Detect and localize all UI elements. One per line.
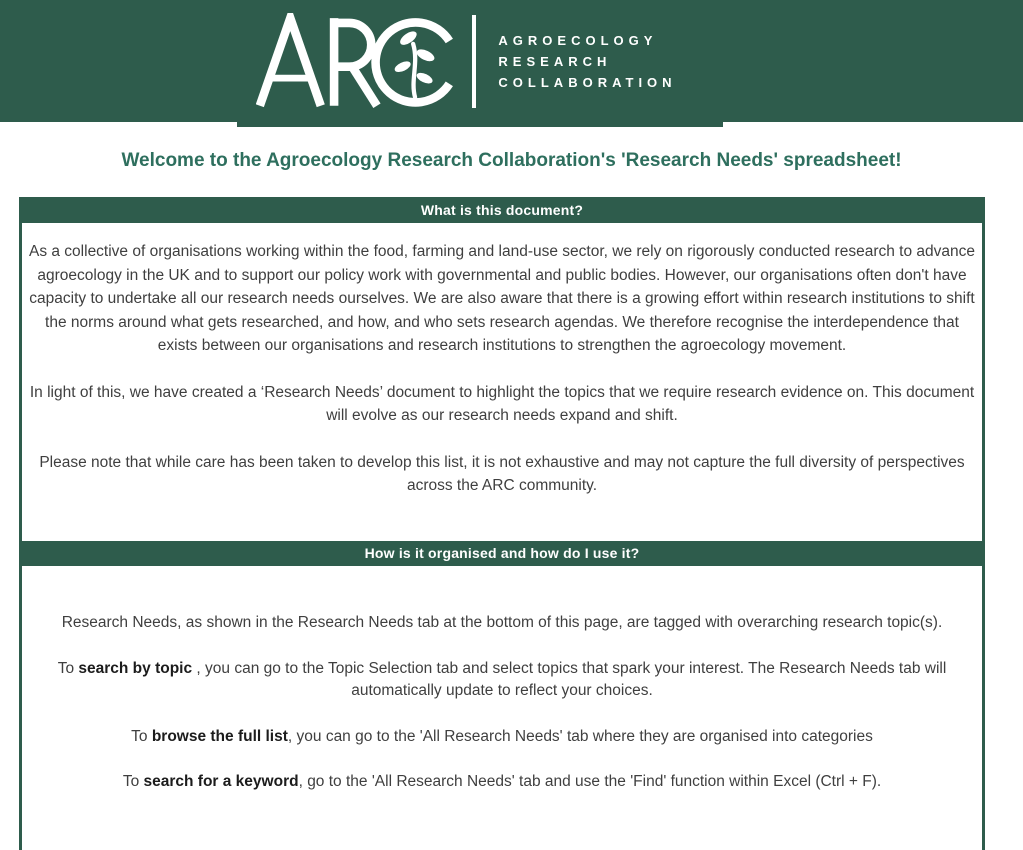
org-name-line-2: RESEARCH [498,53,612,69]
section-header-how-organised: How is it organised and how do I use it? [19,541,985,566]
paragraph-text: , you can go to the Topic Selection tab and select topics that spark your interest. The Research Needs tab will automatically update to reflect your choices. [192,659,947,699]
paragraph-bold-text: browse the full list [151,727,288,745]
banner-tab [237,122,723,127]
arc-logo [256,13,456,109]
section-header-what-is-this-document: What is this document? [19,197,985,223]
paragraph-text: , you can go to the 'All Research Needs' tab where they are organised into categories [287,727,873,745]
org-name [498,30,676,93]
brand-banner [0,0,1023,122]
paragraph-text: To [131,727,152,745]
logo-divider [472,15,476,108]
arc-logo-graphic [256,13,456,109]
paragraph-text: To [122,773,144,790]
paragraph [27,658,977,703]
paragraph [27,771,977,794]
paragraph-text: Research Needs, as shown in the Research Needs tab at the bottom of this page, are tagged with overarching research topic(s). [61,614,943,631]
page-title: Welcome to the Agroecology Research Collaboration's 'Research Needs' spreadsheet! [121,150,902,171]
org-name-line-1: AGROECOLOGY [498,32,658,48]
paragraph-bold-text: search by topic [78,659,193,677]
info-box [19,197,985,850]
paragraph-bold-text: search for a keyword [143,773,299,790]
sprout-icon [394,29,437,97]
section-body-what-is-this-document [22,223,982,541]
org-name-line-3: COLLABORATION [498,74,677,90]
paragraph [27,726,977,749]
paragraph-text: , go to the 'All Research Needs' tab and use the 'Find' function within Excel (Ctrl + F). [298,773,882,790]
paragraph [27,612,977,635]
logo-row [256,13,676,109]
arc-letters [260,18,450,106]
paragraph-text: To [57,659,79,677]
section-body-how-organised [22,566,982,850]
paragraph: In light of this, we have created a ‘Research Needs’ document to highlight the topics that we require research evidence on. This document will evolve as our research needs expand and shift. [29,383,975,424]
paragraph: As a collective of organisations working within the food, farming and land-use sector, we rely on rigorously conducted research to advance agroecology in the UK and to support our policy work with governmental and public bodies. However, our organisations often don't have capacity to undertake all our research needs ourselves. We are also aware that there is a growing effort within research institutions to shift the norms around what gets researched, and how, and who sets research agendas. We therefore recognise the interdependence that exists between our organisations and research institutions to strengthen the agroecology movement. [28,243,975,354]
paragraph: Please note that while care has been taken to develop this list, it is not exhaustive and may not capture the full diversity of perspectives across the ARC community. [39,453,965,494]
